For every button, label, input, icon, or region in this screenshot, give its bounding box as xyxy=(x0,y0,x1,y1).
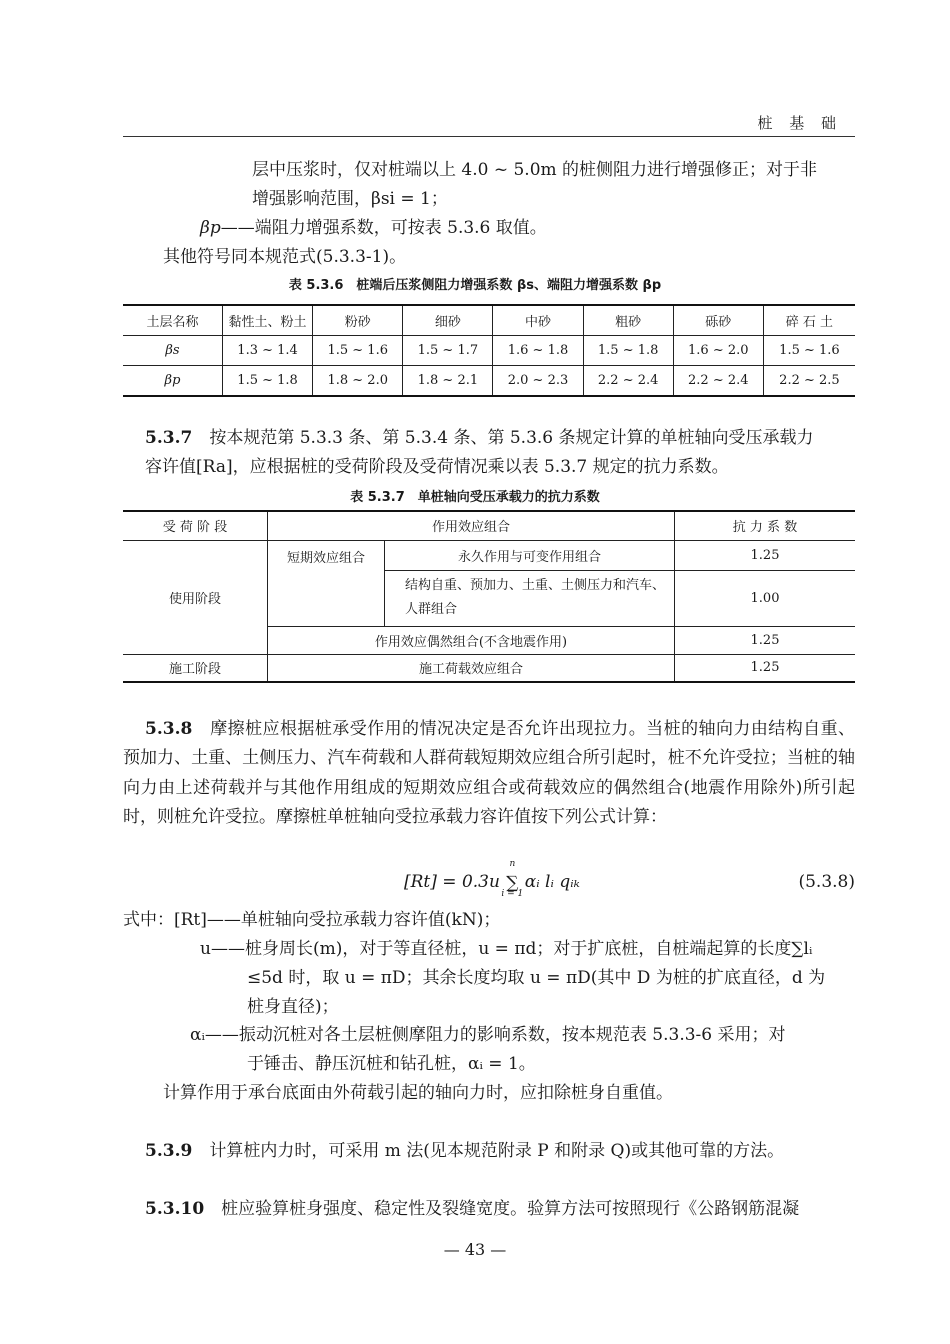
combo-cell: 永久作用与可变作用组合 xyxy=(385,540,675,570)
intro-line-1: 层中压浆时，仅对桩端以上 4.0 ~ 5.0m 的桩侧阻力进行增强修正；对于非 xyxy=(252,160,818,180)
combo-cell: 结构自重、预加力、土重、土侧压力和汽车、人群组合 xyxy=(385,570,675,626)
table-cell: 2.2 ~ 2.5 xyxy=(763,366,855,397)
coef-cell: 1.25 xyxy=(675,626,856,654)
section-number: 5.3.10 xyxy=(145,1199,205,1219)
intro-line-2: 增强影响范围，βsi = 1； xyxy=(252,189,448,209)
section-text: 摩擦桩应根据桩承受作用的情况决定是否允许出现拉力。当桩的轴向力由结构自重、预加力、土重、土侧压力、汽车荷载和人群荷载短期效应组合所引起时，桩不允许受拉；当桩的轴向力由上述荷载并与其他作用组成的短期效应组合或荷载效应的偶然组合(地震作用除外)所引起时，则桩允许受拉。摩擦桩单桩轴向受拉承载力容许值按下列公式计算： xyxy=(123,719,856,827)
intro-line-3 xyxy=(200,214,547,242)
header-cell: 细砂 xyxy=(403,305,493,336)
header-cell: 碎 石 土 xyxy=(763,305,855,336)
table-header-row xyxy=(123,511,855,540)
formula-left: [Rt] = 0.3u xyxy=(404,872,500,892)
table-5-3-7 xyxy=(123,510,855,683)
section-text: 桩应验算桩身强度、稳定性及裂缝宽度。验算方法可按照现行《公路钢筋混凝 xyxy=(221,1199,800,1219)
table-cell: 1.3 ~ 1.4 xyxy=(222,336,312,366)
where-line-3b: 于锤击、静压沉桩和钻孔桩，αᵢ = 1。 xyxy=(247,1054,536,1074)
header-coef: 抗 力 系 数 xyxy=(675,511,856,540)
beta-p-definition: ——端阻力增强系数，可按表 5.3.6 取值。 xyxy=(220,218,547,238)
section-5-3-10 xyxy=(145,1195,799,1223)
table-cell: 1.5 ~ 1.8 xyxy=(222,366,312,397)
header-combo: 作用效应组合 xyxy=(268,511,675,540)
where-line-1: 式中：[Rt]——单桩轴向受拉承载力容许值(kN)； xyxy=(123,910,501,930)
table-row xyxy=(123,540,855,570)
section-text-line-2: 容许值[Ra]，应根据桩的受荷阶段及受荷情况乘以表 5.3.7 规定的抗力系数。 xyxy=(145,457,729,478)
table-cell: 1.6 ~ 2.0 xyxy=(673,336,763,366)
row-label: βp xyxy=(123,366,222,397)
stage-use: 使用阶段 xyxy=(123,540,268,654)
where-line-3a: αᵢ——振动沉桩对各土层桩侧摩阻力的影响系数，按本规范表 5.3.3-6 采用；对 xyxy=(190,1025,786,1045)
combo-cell: 作用效应偶然组合(不含地震作用) xyxy=(268,626,675,654)
header-rule xyxy=(123,136,855,137)
sum-lower: i = 1 xyxy=(501,888,524,899)
intro-line-4: 其他符号同本规范式(5.3.3-1)。 xyxy=(163,247,407,267)
header-cell: 中砂 xyxy=(493,305,583,336)
coef-cell: 1.25 xyxy=(675,540,856,570)
table-cell: 2.0 ~ 2.3 xyxy=(493,366,583,397)
table-header-row xyxy=(123,305,855,336)
combo-cell: 施工荷载效应组合 xyxy=(268,654,675,682)
row-label: βs xyxy=(123,336,222,366)
table-cell: 1.5 ~ 1.8 xyxy=(583,336,673,366)
section-5-3-8 xyxy=(123,715,855,832)
summation-sign: ∑ n i = 1 xyxy=(501,858,524,899)
section-5-3-9 xyxy=(145,1137,784,1165)
table-row xyxy=(123,654,855,682)
note-line: 计算作用于承台底面由外荷载引起的轴向力时，应扣除桩身自重值。 xyxy=(163,1083,673,1103)
table-cell: 1.5 ~ 1.6 xyxy=(763,336,855,366)
header-cell: 粉砂 xyxy=(313,305,403,336)
header-cell: 黏性土、粉土 xyxy=(222,305,312,336)
table-cell: 1.5 ~ 1.7 xyxy=(403,336,493,366)
section-number: 5.3.9 xyxy=(145,1141,193,1161)
running-header: 桩 基 础 xyxy=(757,114,842,132)
section-number: 5.3.7 xyxy=(145,428,193,448)
header-cell: 砾砂 xyxy=(673,305,763,336)
formula-number: (5.3.8) xyxy=(798,872,855,892)
short-combo: 短期效应组合 xyxy=(268,540,385,626)
sum-upper: n xyxy=(509,858,516,869)
table-cell: 2.2 ~ 2.4 xyxy=(673,366,763,397)
coef-cell: 1.00 xyxy=(675,570,856,626)
section-text-line-1: 按本规范第 5.3.3 条、第 5.3.4 条、第 5.3.6 条规定计算的单桩轴向受压承载力 xyxy=(209,428,814,448)
table-cell: 1.6 ~ 1.8 xyxy=(493,336,583,366)
table2-caption: 表 5.3.7 单桩轴向受压承载力的抗力系数 xyxy=(350,490,600,505)
where-line-2a: u——桩身周长(m)，对于等直径桩，u = πd；对于扩底桩，自桩端起算的长度∑lᵢ xyxy=(200,939,813,959)
header-cell: 土层名称 xyxy=(123,305,222,336)
table-row xyxy=(123,336,855,366)
stage-build: 施工阶段 xyxy=(123,654,268,682)
header-cell: 粗砂 xyxy=(583,305,673,336)
section-number: 5.3.8 xyxy=(145,719,193,739)
beta-p-symbol: βp xyxy=(200,218,221,238)
where-line-2b: ≤5d 时，取 u = πD；其余长度均取 u = πD(其中 D 为桩的扩底直径，d 为 xyxy=(247,968,826,988)
table-cell: 1.8 ~ 2.0 xyxy=(313,366,403,397)
section-text: 计算桩内力时，可采用 m 法(见本规范附录 P 和附录 Q)或其他可靠的方法。 xyxy=(209,1141,785,1161)
table1-caption: 表 5.3.6 桩端后压浆侧阻力增强系数 βs、端阻力增强系数 βp xyxy=(288,278,662,293)
table-cell: 1.5 ~ 1.6 xyxy=(313,336,403,366)
section-5-3-7 xyxy=(145,424,857,483)
page-number: — 43 — xyxy=(443,1240,507,1259)
coef-cell: 1.25 xyxy=(675,654,856,682)
formula-right: αᵢ lᵢ qᵢₖ xyxy=(524,872,580,892)
where-line-2c: 桩身直径)； xyxy=(247,997,339,1017)
header-stage: 受 荷 阶 段 xyxy=(123,511,268,540)
table-5-3-6 xyxy=(123,304,855,397)
table-row xyxy=(123,366,855,397)
table-cell: 1.8 ~ 2.1 xyxy=(403,366,493,397)
table-cell: 2.2 ~ 2.4 xyxy=(583,366,673,397)
